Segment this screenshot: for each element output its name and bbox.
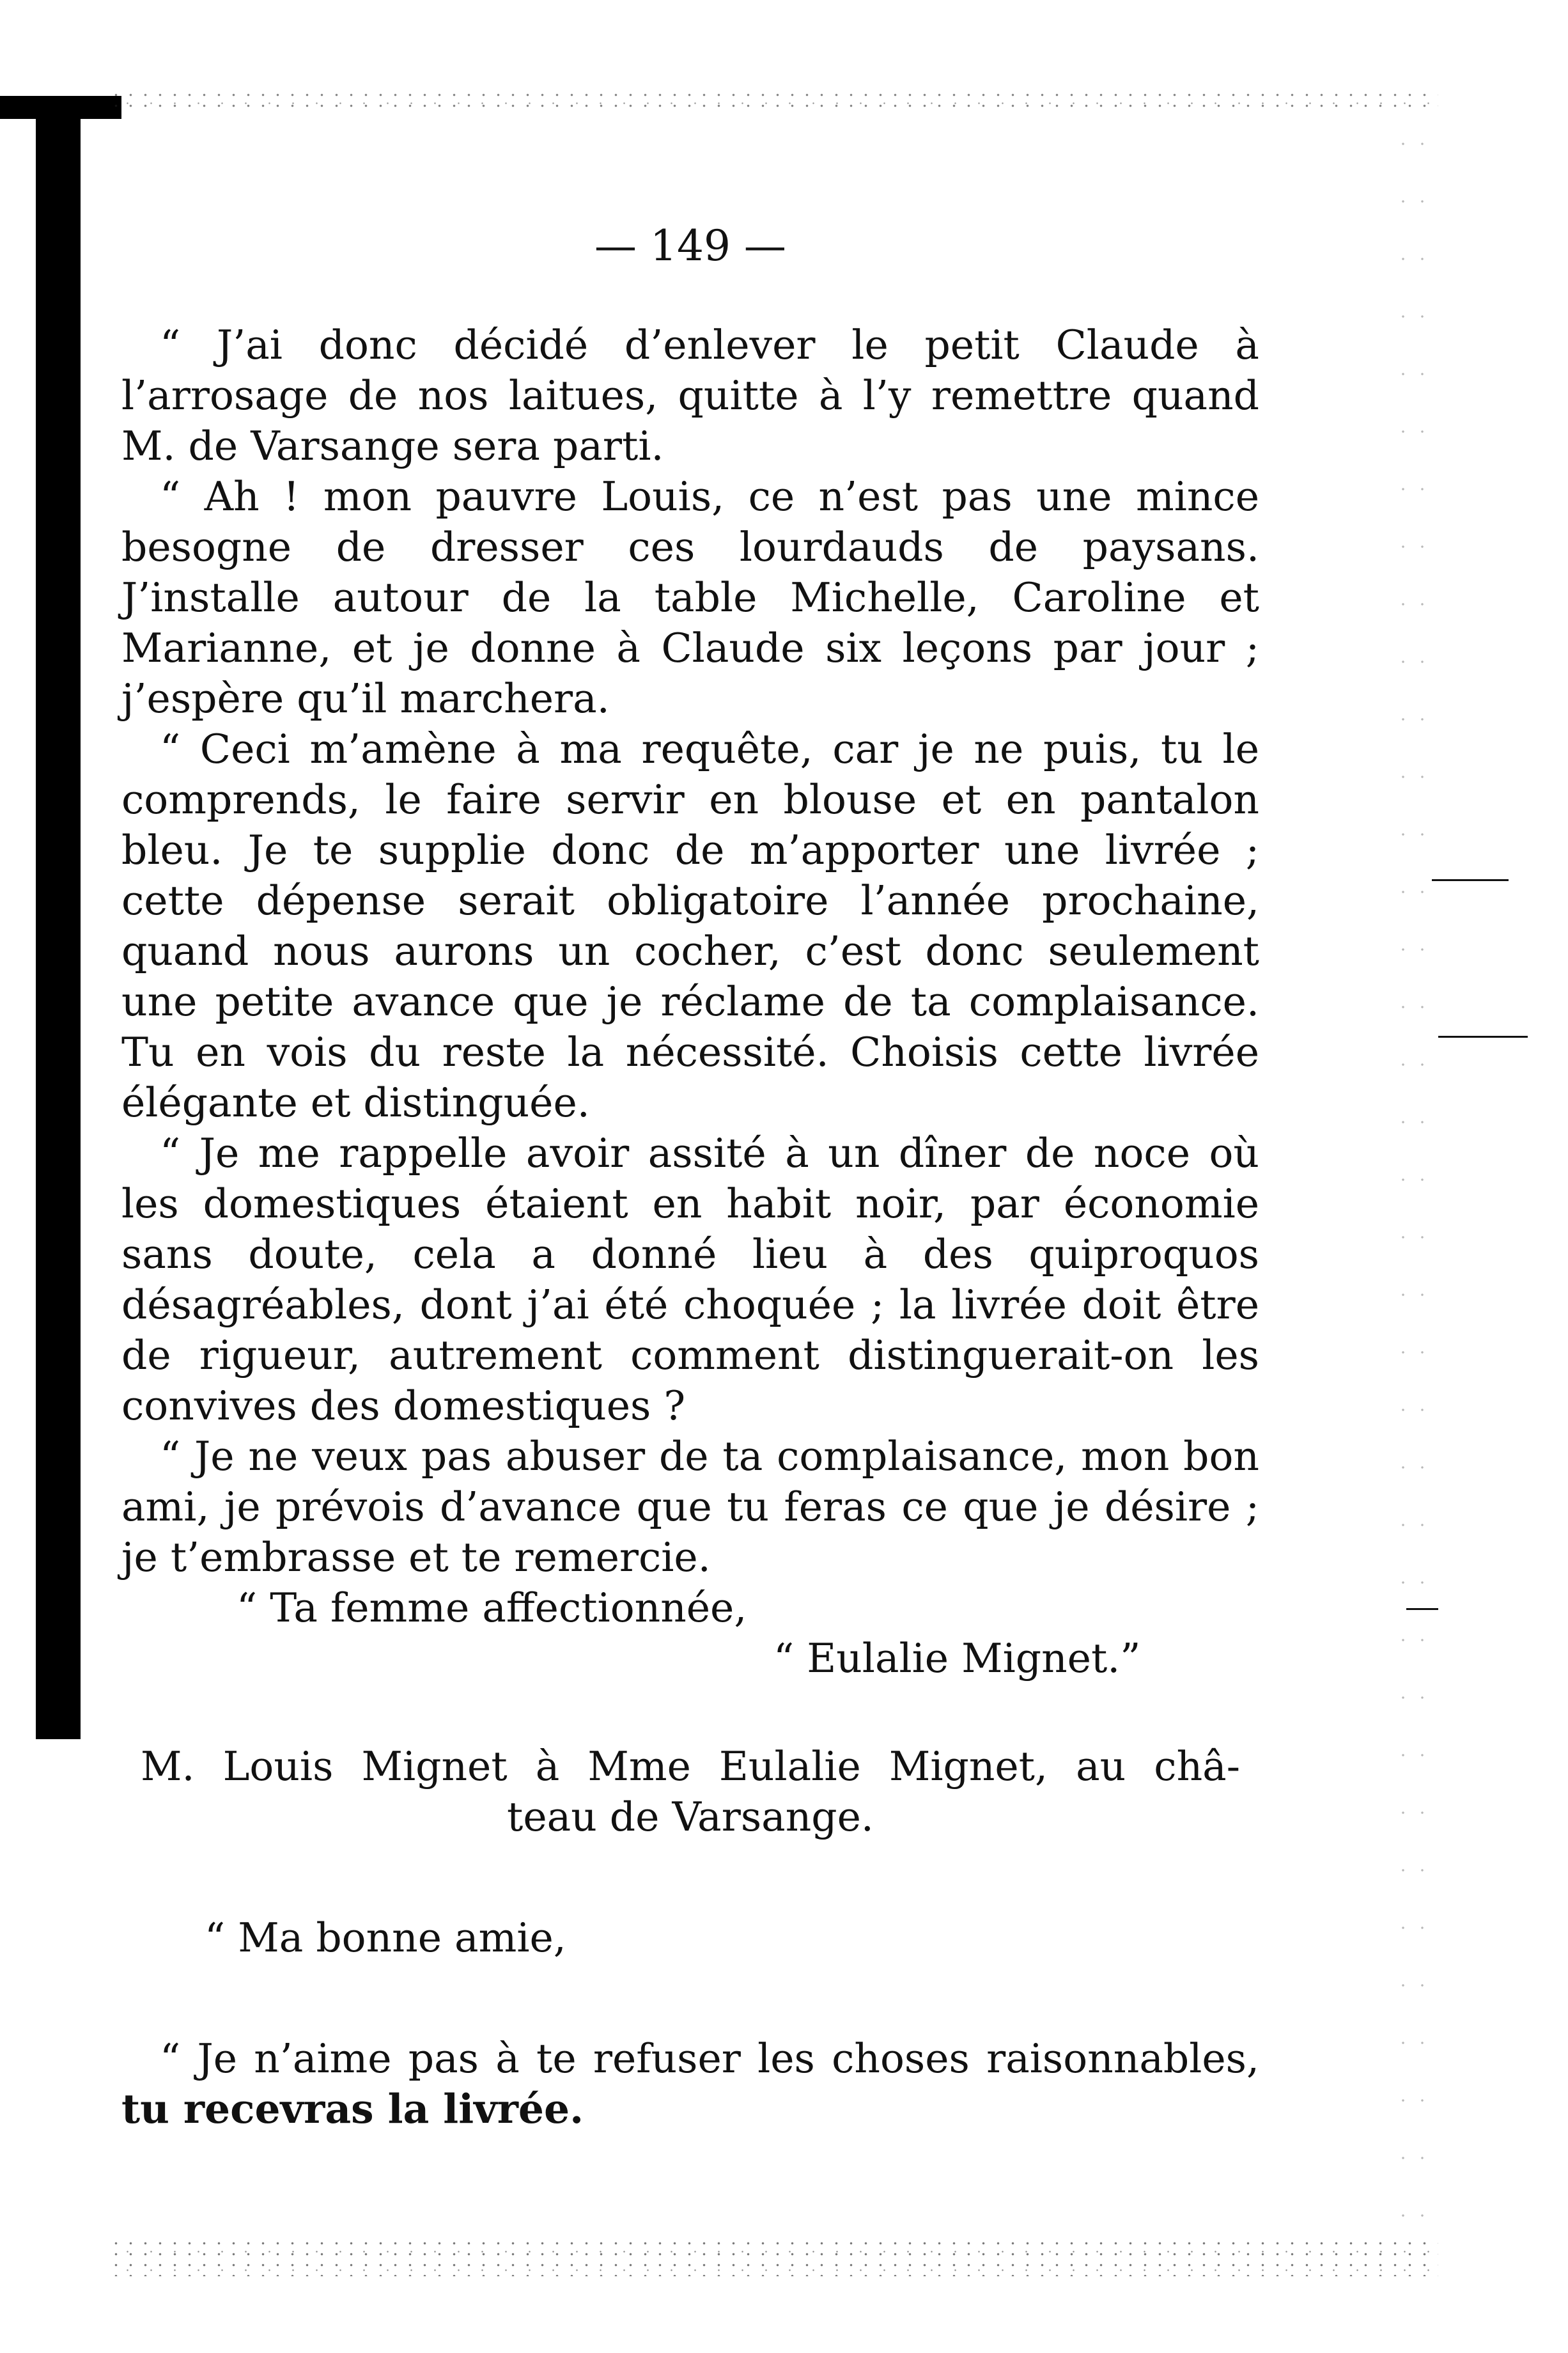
letter-signature: “ Eulalie Mignet.” [773,1635,1141,1682]
reply-heading-line2: teau de Varsange. [507,1794,874,1840]
letter-closing: “ Ta femme affectionnée, [237,1584,747,1631]
body-text [121,320,1259,2134]
reply-opening: “ Je n’aime pas à te refuser les choses raisonnables, [160,2035,1259,2082]
reply-heading-line1: M. Louis Mignet à Mme Eulalie Mignet, au châ- [141,1743,1240,1790]
margin-mark [1406,1608,1438,1610]
scan-noise-right [1393,115,1432,2257]
letter-paragraph: “ Ceci m’amène à ma requête, car je ne puis, tu le comprends, le faire servir en blouse et en pantalon bleu. Je te supplie donc de m’apporter une livrée ; cette dépense serait obligatoire l’année prochaine, quand nous aurons un cocher, c’est donc seulement une petite avance que je réclame de ta complaisance. Tu en vois du reste la nécessité. Choisis cette livrée élégante et distinguée. [121,726,1259,1126]
margin-mark [1432,879,1509,881]
reply-paragraph [121,2033,1259,2134]
letter-paragraph: “ Ah ! mon pauvre Louis, ce n’est pas une mince besogne de dresser ces lourdauds de paysans. J’installe autour de la table Michelle, Caroline et Marianne, et je donne à Claude six leçons par jour ; j’espère qu’il marchera. [121,473,1259,722]
letter-paragraph: “ J’ai donc décidé d’enlever le petit Claude à l’arrosage de nos laitues, quitte à l’y remettre quand M. de Varsange sera parti. [121,322,1259,469]
reply-opening-bold: tu recevras la livrée. [121,2085,584,2132]
letter-paragraph: “ Je ne veux pas abuser de ta complaisance, mon bon ami, je prévois d’avance que tu feras ce que je désire ; je t’embrasse et te remercie. [121,1433,1259,1581]
reply-heading [121,1741,1259,1842]
margin-mark [1438,1036,1528,1038]
reply-salutation: “ Ma bonne amie, [205,1914,566,1961]
letter-paragraph: “ Je me rappelle avoir assité à un dîner de noce où les domestiques étaient en habit noir, par économie sans doute, cela a donné lieu à des quiproquos désagréables, dont j’ai été choquée ; la livrée doit être de rigueur, autrement comment distinguerait-on les convives des domestiques ? [121,1130,1259,1429]
scan-edge-left [36,96,81,1739]
scan-noise-top [109,90,1438,115]
page-number: — 149 — [594,221,786,270]
scan-noise-bottom [109,2238,1438,2276]
